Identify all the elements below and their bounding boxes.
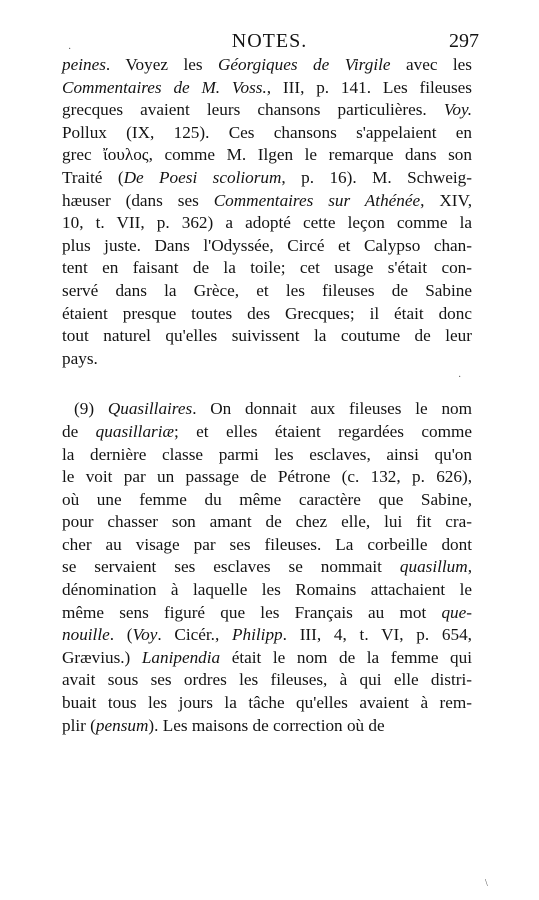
text-run: la dernière classe parmi les esclaves, ainsi qu'on	[62, 444, 472, 464]
text-run: plus juste. Dans l'Odyssée, Circé et Calypso chan-	[62, 235, 472, 255]
text-run: . III, 4, t. VI, p. 654,	[282, 625, 472, 645]
text-line	[62, 235, 472, 258]
italic-text: que-	[441, 602, 472, 622]
text-line	[62, 466, 472, 489]
text-run: ; et elles étaient regardées comme	[173, 421, 472, 441]
italic-text: Voy	[132, 625, 158, 645]
text-run: 10, t. VII, p. 362) a adopté cette leçon comme la	[62, 213, 472, 233]
text-run: avec les	[390, 55, 472, 74]
text-run: servé dans la Grèce, et les fileuses de Sabine	[62, 280, 472, 300]
page-header	[0, 30, 539, 54]
margin-speck: ·	[458, 372, 462, 383]
text-run: pour chasser son amant de chez elle, lui fit cra-	[62, 512, 472, 532]
text-run: (9)	[74, 399, 108, 419]
text-line	[62, 556, 472, 579]
italic-text: Philipp	[232, 625, 283, 645]
text-line	[62, 212, 472, 235]
margin-speck: \	[485, 878, 488, 889]
text-line	[62, 144, 472, 167]
margin-speck: ·	[68, 44, 72, 55]
text-run: , XIV,	[420, 190, 472, 210]
page-number: 297	[449, 30, 479, 52]
text-line	[62, 167, 472, 190]
text-line	[62, 348, 472, 371]
text-line	[62, 534, 472, 557]
text-run: Grævius.)	[62, 647, 142, 667]
note-paragraph-8-continuation	[62, 54, 472, 370]
page-body	[62, 54, 472, 737]
text-line	[62, 511, 472, 534]
italic-text: peines	[62, 55, 106, 74]
text-line	[62, 692, 472, 715]
text-run: . On donnait aux fileuses le nom	[192, 399, 472, 419]
italic-text: Géorgiques de Virgile	[218, 55, 391, 74]
text-run: . (	[109, 625, 133, 645]
text-line	[62, 303, 472, 326]
text-run: tent en faisant de la toile; cet usage s'était con-	[62, 258, 472, 278]
text-run: tout naturel qu'elles suivissent la coutume de leur	[62, 326, 472, 346]
text-run: grec ἴουλος, comme M. Ilgen le remarque dans son	[62, 145, 472, 165]
text-run: hæuser (dans ses	[62, 190, 214, 210]
text-run: était le nom de la femme qui	[220, 647, 472, 667]
text-line	[62, 421, 472, 444]
text-run: plir (	[62, 715, 96, 735]
text-line	[62, 54, 472, 77]
italic-text: Lanipendia	[141, 647, 221, 667]
text-run: . Voyez les	[105, 55, 218, 74]
text-line	[62, 715, 472, 738]
text-line	[62, 444, 472, 467]
italic-text: Quasillaires	[107, 399, 193, 419]
text-run: dénomination à laquelle les Romains attachaient le	[62, 580, 472, 600]
paragraph-gap	[62, 370, 472, 398]
text-run: ,	[467, 557, 472, 577]
text-line	[62, 398, 472, 421]
text-line	[62, 489, 472, 512]
text-run: Traité (	[62, 167, 124, 187]
text-line	[62, 99, 472, 122]
text-line	[62, 257, 472, 280]
note-paragraph-9	[62, 398, 472, 737]
text-line	[62, 624, 472, 647]
text-line	[62, 280, 472, 303]
text-line	[62, 647, 472, 670]
text-run: ). Les maisons de correction où de	[148, 715, 385, 735]
text-line	[62, 77, 472, 100]
text-run: de	[62, 421, 96, 441]
text-run: le voit par un passage de Pétrone (c. 132, p. 626),	[62, 467, 472, 487]
text-run: . Cicér.,	[157, 625, 233, 645]
italic-text: quasillum	[399, 557, 468, 577]
italic-text: Commentaires de M. Voss.	[62, 77, 267, 97]
text-run: pays.	[62, 348, 98, 368]
text-run: avait sous ses ordres les fileuses, à qui elle distri-	[62, 670, 472, 690]
text-line	[62, 190, 472, 213]
text-line	[62, 122, 472, 145]
italic-text: Commentaires sur Athénée	[213, 190, 421, 210]
text-run: grecques avaient leurs chansons particulières.	[62, 100, 444, 120]
text-run: , p. 16). M. Schweig-	[281, 167, 472, 187]
running-title: NOTES.	[231, 30, 308, 52]
text-run: Pollux (IX, 125). Ces chansons s'appelaient en	[62, 122, 472, 142]
text-line	[62, 602, 472, 625]
text-run: buait tous les jours la tâche qu'elles avaient à rem-	[62, 693, 472, 713]
text-line	[62, 579, 472, 602]
italic-text: De Poesi scoliorum	[123, 167, 282, 187]
text-run: étaient presque toutes des Grecques; il était donc	[62, 303, 472, 323]
italic-text: nouille	[62, 625, 110, 645]
italic-text: Voy.	[443, 100, 472, 120]
text-run: se servaient ses esclaves se nommait	[62, 557, 400, 577]
text-run: cher au visage par ses fileuses. La corbeille dont	[62, 534, 472, 554]
text-run: où une femme du même caractère que Sabine,	[62, 489, 472, 509]
italic-text: pensum	[95, 715, 149, 735]
text-run: même sens figuré que les Français au mot	[62, 602, 442, 622]
text-line	[62, 325, 472, 348]
text-run: , III, p. 141. Les fileuses	[266, 77, 472, 97]
italic-text: quasillariæ	[95, 421, 174, 441]
text-line	[62, 669, 472, 692]
